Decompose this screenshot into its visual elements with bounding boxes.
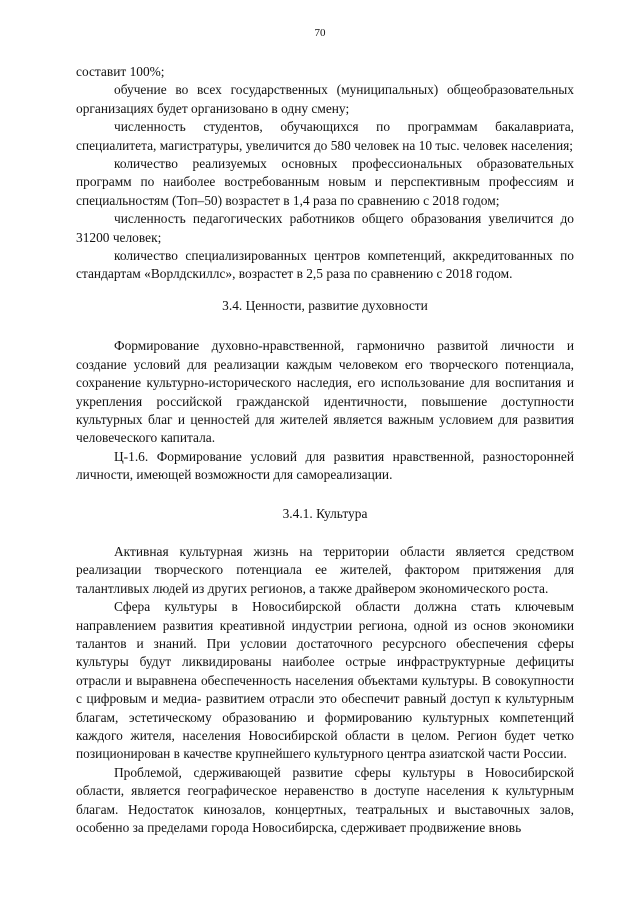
culture-paragraph: Активная культурная жизнь на территории области является средством реализации творческого потенциала ее жителей, фактором притяжения для талантливых людей из других регионов, а также драйвером экономического роста.	[76, 543, 574, 596]
intro-line-continuation: составит 100%;	[76, 64, 165, 79]
page-number: 70	[314, 27, 326, 39]
culture-paragraph: Проблемой, сдерживающей развитие сферы культуры в Новосибирской области, является географическое неравенство в доступе населения к культурным благам. Недостаток кинозалов, концертных, театральных и выставочных залов, особенно за пределами города Новосибирска, сдерживает продвижение вновь	[76, 764, 574, 836]
goal-paragraph: Ц-1.6. Формирование условий для развития нравственной, разносторонней личности, имеющей возможности для самореализации.	[76, 448, 574, 483]
intro-paragraph: обучение во всех государственных (муниципальных) общеобразовательных организациях будет организовано в одну смену;	[76, 82, 574, 116]
section-heading-culture: 3.4.1. Культура	[282, 505, 368, 521]
values-paragraph: Формирование духовно-нравственной, гармонично развитой личности и создание условий для реализации каждым человеком его творческого потенциала, сохранение культурно-исторического наследия, его использование для воспитания и укрепления российской гражданской идентичности, повышение доступности культурных благ и ценностей для жителей является важным условием для развития человеческого капитала.	[76, 338, 574, 446]
intro-paragraph: количество специализированных центров компетенций, аккредитованных по стандартам «Ворлдскиллс», возрастет в 2,5 раза по сравнению с 2018 годом.	[76, 248, 574, 282]
intro-paragraph: численность педагогических работников общего образования увеличится до 31200 человек;	[76, 211, 574, 245]
culture-paragraph: Сфера культуры в Новосибирской области должна стать ключевым направлением развития креативной индустрии региона, одной из основ экономики талантов и знаний. При условии достаточного ресурсного обеспечения сферы культуры будут ликвидированы наиболее острые инфраструктурные дефициты отрасли и выравнена обеспеченность населения объектами культуры. В совокупности с цифровым и медиа- развитием отрасли это обеспечит равный доступ к культурным благам, эстетическому образованию и формированию культурных компетенций каждого жителя, населения Новосибирской области в целом. Регион будет четко позиционирован в качестве крупнейшего культурного центра азиатской части России.	[76, 599, 574, 762]
intro-paragraph: количество реализуемых основных профессиональных образовательных программ по наиболее востребованным новым и перспективным профессиям и специальностям (Топ–50) возрастет в 1,4 раза по сравнению с 2018 годом;	[76, 156, 574, 208]
document-body	[76, 63, 574, 837]
intro-paragraph: численность студентов, обучающихся по программам бакалавриата, специалитета, магистратуры, увеличится до 580 человек на 10 тыс. человек населения;	[76, 119, 574, 153]
section-heading-values: 3.4. Ценности, развитие духовности	[222, 297, 428, 313]
